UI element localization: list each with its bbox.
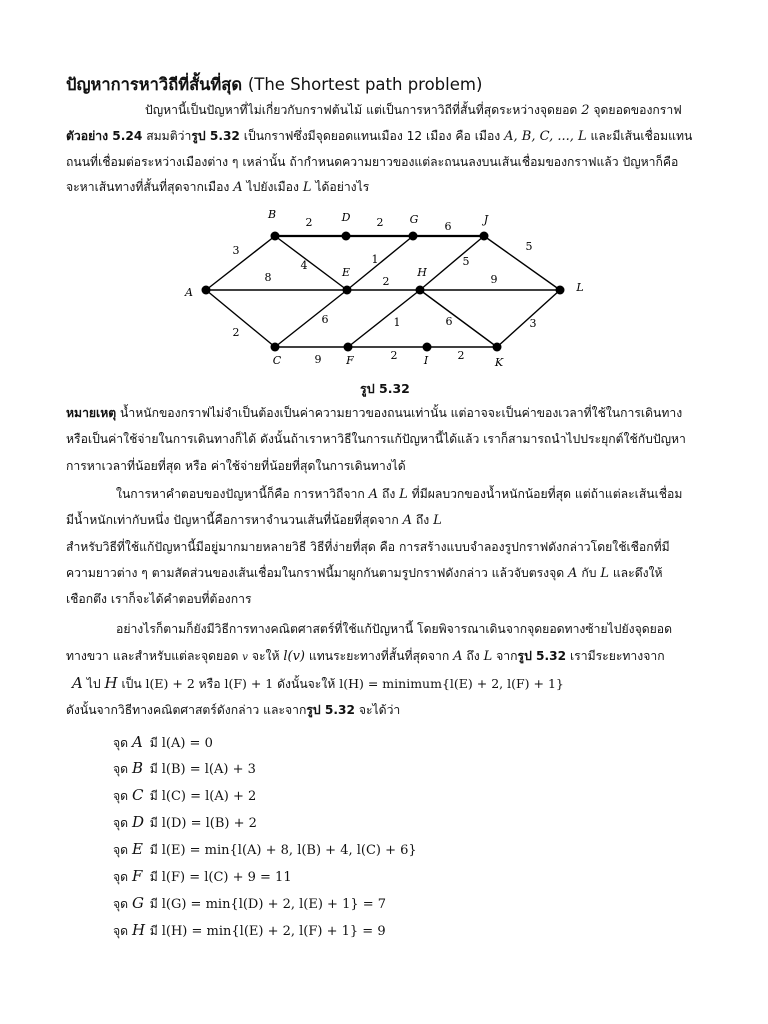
edge-H-J [420, 236, 484, 290]
para-text: กับ [581, 566, 597, 580]
step-expression: l(A) = 0 [161, 736, 213, 751]
para-text: ดังนั้นจะให้ [277, 677, 336, 691]
para4-line-1: อย่างไรก็ตามก็ยังมีวิธีการทางคณิตศาสตร์ที่ใช้แก้ปัญหานี้ โดยพิจารณาเดินจากจุดยอดทางซ้ายไปยังจุดยอด [116, 622, 673, 636]
edge-weight-I-K: 2 [457, 349, 465, 362]
para3-line-1: สำหรับวิธีที่ใช้แก้ปัญหานี้มีอยู่มากมายหลายวิธี วิธีที่ง่ายที่สุด คือ การสร้างแบบจำลองรูปกราฟดังกล่าวโดยใช้เชือกที่มี [66, 540, 670, 554]
edge-C-E [275, 290, 347, 347]
math-expression: l(H) = minimum{l(E) + 2, l(F) + 1} [339, 676, 564, 691]
step-row-A [113, 733, 213, 753]
heading-thai: ปัญหาการหาวิถีที่สั้นที่สุด [66, 75, 243, 94]
example-line-1 [66, 127, 692, 146]
vertex-J [480, 232, 489, 241]
vertex-I [423, 343, 432, 352]
edge-weight-B-E: 4 [300, 259, 308, 272]
math-L: L [483, 649, 493, 664]
step-has-label: มี [145, 870, 162, 884]
step-point-label: จุด [113, 897, 132, 911]
vertex-label-C: C [272, 354, 282, 367]
para-text: ความยาวต่าง ๆ ตามสัดส่วนของเส้นเชื่อมในกราฟนี้มาผูกกันตามรูปกราฟดังกล่าว แล้วจับตรงจุด [66, 566, 565, 580]
para-text: แทนระยะทางที่สั้นที่สุดจาก [308, 649, 450, 663]
edge-E-G [347, 236, 413, 290]
edge-weight-D-G: 2 [376, 216, 384, 229]
step-vertex: B [131, 759, 143, 777]
edge-weight-H-K: 6 [445, 315, 453, 328]
para-text: จะได้ว่า [358, 703, 401, 717]
figure-reference: รูป 5.32 [306, 703, 355, 717]
step-row-E [113, 840, 417, 860]
step-vertex: D [131, 813, 144, 831]
vertex-label-E: E [341, 266, 351, 279]
math-L: L [600, 566, 609, 581]
edge-weight-F-H: 1 [393, 316, 401, 329]
step-point-label: จุด [113, 762, 132, 776]
vertex-L [556, 286, 565, 295]
step-point-label: จุด [113, 789, 132, 803]
math-H: H [104, 674, 118, 692]
note-line-2: หรือเป็นค่าใช้จ่ายในการเดินทางก็ได้ ดังนั้นถ้าเราหาวิธีในการแก้ปัญหานี้ได้แล้ว เราก็สามารถนำไปประยุกต์ใช้กับปัญหา [66, 432, 686, 446]
edge-weight-E-G: 1 [371, 253, 379, 266]
math-expression: l(E) + 2 [145, 676, 195, 691]
step-point-label: จุด [113, 843, 132, 857]
math-A: A [368, 487, 379, 502]
step-has-label: มี [145, 816, 162, 830]
step-point-label: จุด [113, 924, 132, 938]
figure-reference: รูป 5.32 [191, 129, 240, 143]
math-lv: l(v) [283, 649, 306, 664]
edge-weight-A-E: 8 [264, 271, 272, 284]
edge-K-L [497, 290, 560, 347]
step-has-label: มี [145, 924, 162, 938]
figure-caption: รูป 5.32 [360, 381, 410, 396]
step-vertex: G [131, 894, 144, 912]
math-v: v [242, 652, 248, 663]
edge-weight-K-L: 3 [529, 317, 537, 330]
para3-line-2 [66, 564, 663, 583]
intro-paragraph [145, 101, 682, 120]
edge-B-E [275, 236, 347, 290]
step-has-label: มี [145, 762, 162, 776]
intro-number: 2 [581, 103, 590, 118]
vertex-label-J: J [483, 213, 489, 226]
para-text: จาก [496, 649, 518, 663]
example-text: ได้อย่างไร [315, 180, 370, 194]
vertex-label-A: A [185, 286, 193, 299]
step-has-label: มี [145, 736, 162, 750]
step-expression: l(C) = l(A) + 2 [161, 789, 257, 804]
para-text: ถึง [415, 513, 430, 527]
para4-line-2 [66, 647, 665, 667]
vertex-G [409, 232, 418, 241]
para3-line-3: เชือกตึง เราก็จะได้คำตอบที่ต้องการ [66, 592, 252, 606]
step-expression: l(H) = min{l(E) + 2, l(F) + 1} = 9 [161, 924, 386, 939]
step-point-label: จุด [113, 870, 132, 884]
step-row-F [113, 867, 292, 887]
weighted-graph-figure [175, 206, 595, 381]
math-L: L [433, 513, 442, 528]
vertex-label-F: F [346, 354, 354, 367]
step-expression: l(F) = l(C) + 9 = 11 [161, 870, 292, 885]
edge-F-H [348, 290, 420, 347]
vertex-H [416, 286, 425, 295]
math-expression: l(F) + 1 [224, 676, 274, 691]
vertex-C [271, 343, 280, 352]
edge-weight-H-L: 9 [490, 273, 498, 286]
edge-weight-F-I: 2 [390, 349, 398, 362]
edge-A-C [206, 290, 275, 347]
vertex-B [271, 232, 280, 241]
figure-reference: รูป 5.32 [517, 649, 567, 663]
math-L: L [399, 487, 408, 502]
vertex-label-L: L [576, 281, 584, 294]
edge-weight-H-J: 5 [462, 255, 470, 268]
note-text: น้ำหนักของกราฟไม่จำเป็นต้องเป็นค่าความยาวของถนนเท่านั้น แต่อาจจะเป็นค่าของเวลาที่ใช้ในการเดินทาง [120, 406, 683, 420]
edge-H-K [420, 290, 497, 347]
edge-weight-C-F: 9 [314, 353, 322, 366]
para-text: มีน้ำหนักเท่ากับหนึ่ง ปัญหานี้คือการหาจำนวนเส้นที่น้อยที่สุดจาก [66, 513, 399, 527]
note-line-1 [66, 404, 682, 422]
intro-text-end: จุดยอดของกราฟ [593, 103, 682, 117]
intro-text: ปัญหานี้เป็นปัญหาที่ไม่เกี่ยวกับกราฟต้นไม้ แต่เป็นการหาวิถีที่สั้นที่สุดระหว่างจุดยอด [145, 103, 578, 117]
edge-weight-B-D: 2 [305, 216, 313, 229]
step-vertex: H [131, 921, 146, 939]
note-label: หมายเหตุ [66, 406, 117, 420]
note-line-3: การหาเวลาที่น้อยที่สุด หรือ ค่าใช้จ่ายที่น้อยที่สุดในการเดินทางได้ [66, 459, 406, 473]
step-vertex: A [131, 733, 143, 751]
math-A: A [453, 649, 463, 664]
para-text: เป็น [121, 677, 142, 691]
vertex-A [202, 286, 211, 295]
step-expression: l(E) = min{l(A) + 8, l(B) + 4, l(C) + 6} [161, 843, 417, 858]
step-row-D [113, 813, 257, 833]
vertex-D [342, 232, 351, 241]
step-vertex: E [131, 840, 143, 858]
math-L: L [302, 180, 312, 195]
vertex-label-D: D [341, 211, 351, 224]
para4-line-4 [66, 701, 400, 719]
step-row-C [113, 786, 256, 806]
city-set: A, B, C, ..., L [504, 129, 587, 144]
step-has-label: มี [145, 843, 162, 857]
heading-english: (The Shortest path problem) [247, 75, 483, 94]
step-vertex: C [131, 786, 144, 804]
step-point-label: จุด [113, 816, 132, 830]
math-A: A [233, 180, 243, 195]
step-expression: l(B) = l(A) + 3 [161, 762, 256, 777]
vertex-label-K: K [494, 356, 504, 369]
math-A: A [568, 566, 578, 581]
edge-weight-E-H: 2 [382, 275, 390, 288]
step-point-label: จุด [113, 736, 132, 750]
example-text: สมมติว่า [146, 129, 192, 143]
para2-line-2 [66, 511, 442, 530]
para4-line-3 [72, 674, 564, 693]
step-expression: l(D) = l(B) + 2 [161, 816, 257, 831]
para-text: ดังนั้นจากวิธีทางคณิตศาสตร์ดังกล่าว และจาก [66, 703, 307, 717]
para-text: ถึง [381, 487, 396, 501]
para-text: ถึง [466, 649, 480, 663]
para-text: ทางขวา และสำหรับแต่ละจุดยอด [66, 649, 239, 663]
example-label: ตัวอย่าง 5.24 [66, 129, 143, 143]
example-text: เป็นกราฟซึ่งมีจุดยอดแทนเมือง 12 เมือง คือ เมือง [243, 129, 501, 143]
example-text: และมีเส้นเชื่อมแทน [590, 129, 693, 143]
vertex-label-I: I [423, 354, 429, 367]
vertex-E [343, 286, 352, 295]
vertex-label-G: G [409, 213, 419, 226]
para-text: หรือ [198, 677, 221, 691]
example-text: ไปยังเมือง [246, 180, 299, 194]
edge-weight-A-B: 3 [232, 244, 240, 257]
para2-line-1 [116, 485, 682, 504]
edge-weight-C-E: 6 [321, 313, 329, 326]
para-text: ในการหาคำตอบของปัญหานี้ก็คือ การหาวิถีจาก [116, 487, 365, 501]
para-text: เรามีระยะทางจาก [570, 649, 665, 663]
step-row-H [113, 921, 386, 941]
math-A: A [72, 674, 83, 692]
step-row-B [113, 759, 256, 779]
para-text: และดึงให้ [612, 566, 663, 580]
vertex-label-B: B [267, 208, 277, 221]
edge-weight-A-C: 2 [232, 326, 240, 339]
math-A: A [402, 513, 413, 528]
step-row-G [113, 894, 386, 914]
vertex-label-H: H [417, 266, 427, 279]
step-has-label: มี [145, 789, 162, 803]
para-text: ที่มีผลบวกของน้ำหนักน้อยที่สุด แต่ถ้าแต่ละเส้นเชื่อม [411, 487, 683, 501]
para-text: ไป [86, 677, 101, 691]
step-has-label: มี [145, 897, 162, 911]
vertex-K [493, 343, 502, 352]
step-vertex: F [131, 867, 143, 885]
section-heading [66, 72, 482, 98]
vertex-F [344, 343, 353, 352]
example-line-2: ถนนที่เชื่อมต่อระหว่างเมืองต่าง ๆ เหล่านั้น ถ้ากำหนดความยาวของแต่ละถนนลงบนเส้นเชื่อมของกราฟแล้ว ปัญหาก็คือ [66, 155, 679, 169]
step-expression: l(G) = min{l(D) + 2, l(E) + 1} = 7 [161, 897, 387, 912]
para-text: จะให้ [251, 649, 280, 663]
edge-weight-G-J: 6 [444, 220, 452, 233]
example-line-3 [66, 178, 369, 197]
edge-weight-J-L: 5 [525, 240, 533, 253]
example-text: จะหาเส้นทางที่สั้นที่สุดจากเมือง [66, 180, 230, 194]
